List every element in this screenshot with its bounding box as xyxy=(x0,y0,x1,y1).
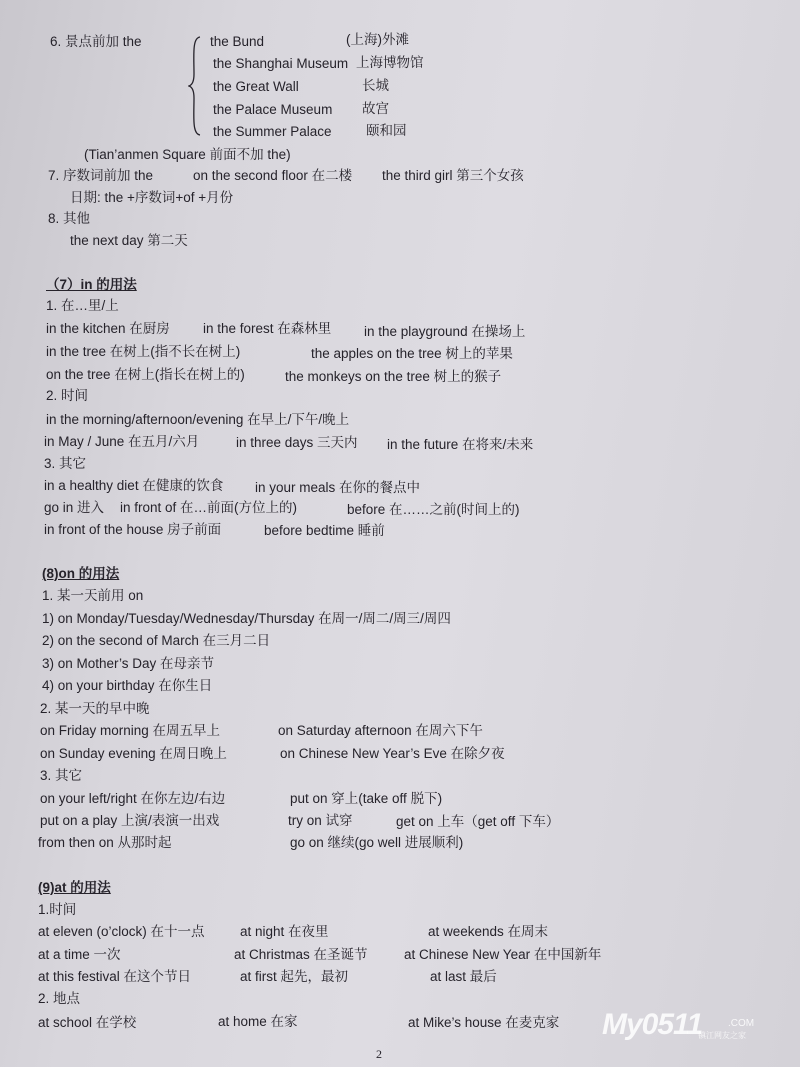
phrase: at Mike’s house 在麦克家 xyxy=(408,1015,560,1030)
phrase: 3) on Mother’s Day 在母亲节 xyxy=(42,656,215,671)
phrase: in the morning/afternoon/evening 在早上/下午/晚上 xyxy=(46,412,350,427)
landmark-en: the Summer Palace xyxy=(213,124,332,139)
sec7-title: 7. 序数词前加 the xyxy=(48,168,154,183)
landmark-en: the Palace Museum xyxy=(213,102,333,117)
phrase: on Sunday evening 在周日晚上 xyxy=(40,746,227,761)
subheading: 2. 某一天的早中晚 xyxy=(40,701,150,716)
watermark-sub: 镇江网友之家 xyxy=(698,1031,746,1040)
phrase: on Friday morning 在周五早上 xyxy=(40,723,221,738)
landmark-cn: 上海博物馆 xyxy=(356,55,424,70)
sec7-example: on the second floor 在二楼 xyxy=(193,168,353,183)
phrase: in a healthy diet 在健康的饮食 xyxy=(44,478,224,493)
sec6-note: (Tian’anmen Square 前面不加 the) xyxy=(84,147,291,162)
phrase: on the tree 在树上(指长在树上的) xyxy=(46,367,245,382)
phrase: at weekends 在周末 xyxy=(428,924,549,939)
phrase: at last 最后 xyxy=(430,969,497,984)
phrase: on Chinese New Year’s Eve 在除夕夜 xyxy=(280,746,505,761)
phrase: at Chinese New Year 在中国新年 xyxy=(404,947,602,962)
subheading: 2. 地点 xyxy=(38,991,81,1006)
phrase: on Saturday afternoon 在周六下午 xyxy=(278,723,483,738)
phrase: 2) on the second of March 在三月二日 xyxy=(42,633,271,648)
phrase: in the playground 在操场上 xyxy=(364,324,526,339)
phrase: at school 在学校 xyxy=(38,1015,137,1030)
landmark-en: the Bund xyxy=(210,34,265,49)
phrase: at Christmas 在圣诞节 xyxy=(234,947,368,962)
phrase: get on 上车（get off 下车） xyxy=(396,814,560,829)
phrase: at home 在家 xyxy=(218,1014,298,1029)
landmark-cn: (上海)外滩 xyxy=(346,32,409,47)
phrase: 1) on Monday/Tuesday/Wednesday/Thursday 在周一/周二/周三/周四 xyxy=(42,611,451,626)
phrase: put on 穿上(take off 脱下) xyxy=(290,791,443,806)
phrase: the monkeys on the tree 树上的猴子 xyxy=(285,369,502,384)
subheading: 1.时间 xyxy=(38,902,77,917)
phrase: before 在……之前(时间上的) xyxy=(347,502,520,517)
landmark-cn: 长城 xyxy=(362,78,389,93)
phrase: in the forest 在森林里 xyxy=(203,321,332,336)
landmark-cn: 颐和园 xyxy=(366,123,407,138)
phrase: 4) on your birthday 在你生日 xyxy=(42,678,213,693)
watermark-logo xyxy=(602,1008,772,1044)
section-heading-on: (8)on 的用法 xyxy=(42,566,120,581)
sec8-title: 8. 其他 xyxy=(48,211,91,226)
phrase: go on 继续(go well 进展顺利) xyxy=(290,835,464,850)
landmark-en: the Shanghai Museum xyxy=(213,56,349,71)
brace-bracket xyxy=(188,36,202,136)
phrase: in front of 在…前面(方位上的) xyxy=(120,500,298,515)
page-number: 2 xyxy=(376,1047,382,1061)
phrase: try on 试穿 xyxy=(288,813,353,828)
subheading: 1. 在…里/上 xyxy=(46,298,119,313)
phrase: at a time 一次 xyxy=(38,947,121,962)
section-heading-in: （7）in 的用法 xyxy=(46,277,137,292)
landmark-cn: 故宫 xyxy=(362,101,389,116)
watermark-com: .COM xyxy=(728,1018,755,1029)
section-heading-at: (9)at 的用法 xyxy=(38,880,111,895)
phrase: the apples on the tree 树上的苹果 xyxy=(311,346,513,361)
phrase: at first 起先，最初 xyxy=(240,969,349,984)
subheading: 1. 某一天前用 on xyxy=(42,588,144,603)
phrase: put on a play 上演/表演一出戏 xyxy=(40,813,220,828)
sec6-title: 6. 景点前加 the xyxy=(50,34,142,49)
phrase: at this festival 在这个节日 xyxy=(38,969,192,984)
phrase: at eleven (o’clock) 在十一点 xyxy=(38,924,205,939)
sec7-date: 日期: the +序数词+of +月份 xyxy=(70,190,234,205)
phrase: in the kitchen 在厨房 xyxy=(46,321,170,336)
phrase: in three days 三天内 xyxy=(236,435,358,450)
phrase: go in 进入 xyxy=(44,500,105,515)
phrase: on your left/right 在你左边/右边 xyxy=(40,791,226,806)
subheading: 3. 其它 xyxy=(44,456,87,471)
subheading: 2. 时间 xyxy=(46,388,89,403)
sec8-example: the next day 第二天 xyxy=(70,233,188,248)
subheading: 3. 其它 xyxy=(40,768,83,783)
phrase: at night 在夜里 xyxy=(240,924,329,939)
phrase: in the future 在将来/未来 xyxy=(387,437,534,452)
phrase: in May / June 在五月/六月 xyxy=(44,434,200,449)
phrase: from then on 从那时起 xyxy=(38,835,172,850)
landmark-en: the Great Wall xyxy=(213,79,299,94)
phrase: before bedtime 睡前 xyxy=(264,523,385,538)
phrase: in your meals 在你的餐点中 xyxy=(255,480,421,495)
phrase: in the tree 在树上(指不长在树上) xyxy=(46,344,241,359)
phrase: in front of the house 房子前面 xyxy=(44,522,222,537)
sec7-example: the third girl 第三个女孩 xyxy=(382,168,524,183)
watermark-main: My0511 xyxy=(602,1008,703,1041)
